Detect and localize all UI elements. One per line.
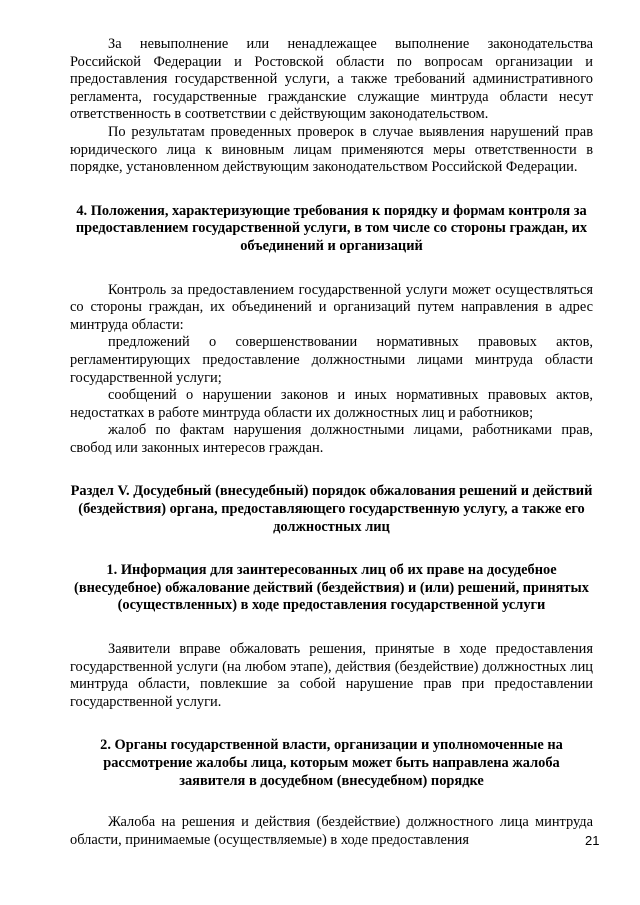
section-4-paragraph: Контроль за предоставлением государственной услуги может осуществляться со стороны граждан, их объединений и организаций путем направления в адрес минтруда области: <box>70 281 593 333</box>
page-number: 21 <box>585 833 600 848</box>
section-4-paragraph: предложений о совершенствовании нормативных правовых актов, регламентирующих предоставление должностными лицами минтруда области государственной услуги; <box>70 334 593 386</box>
section-5-heading: Раздел V. Досудебный (внесудебный) порядок обжалования решений и действий (бездействия) органа, предоставляющего государственную услугу, а также его должностных лиц <box>70 483 593 535</box>
section-4-heading: 4. Положения, характеризующие требования к порядку и формам контроля за предоставлением государственной услуги, в том числе со стороны граждан, их объединений и организаций <box>75 202 588 254</box>
subsection-2-heading: 2. Органы государственной власти, организации и уполномоченные на рассмотрение жалобы лица, которым может быть направлена жалоба заявителя в досудебном (внесудебном) порядке <box>100 737 563 789</box>
subsection-2-paragraph: Жалоба на решения и действия (бездействие) должностного лица минтруда области, принимаемые (осуществляемые) в ходе предоставления <box>70 814 593 848</box>
paragraph-inspection-results: По результатам проведенных проверок в случае выявления нарушений прав юридического лица к виновным лицам применяются меры ответственности в порядке, установленном действующим законодательством Российской Федерации. <box>70 123 593 176</box>
section-4-paragraph: сообщений о нарушении законов и иных нормативных правовых актов, недостатках в работе минтруда области их должностных лиц и работников; <box>70 387 593 421</box>
section-4-paragraph: жалоб по фактам нарушения должностными лицами, работниками прав, свобод или законных интересов граждан. <box>70 422 593 456</box>
paragraph-responsibility: За невыполнение или ненадлежащее выполнение законодательства Российской Федерации и Ростовской области по вопросам организации и предоставления государственной услуги, а также требований административного регламента, государственные гражданские служащие минтруда области несут ответственность в соответствии с действующим законодательством. <box>70 36 593 123</box>
subsection-1-paragraph: Заявители вправе обжаловать решения, принятые в ходе предоставления государственной услуги (на любом этапе), действия (бездействие) должностных лиц минтруда области, повлекшие за собой нарушение прав при предоставлении государственной услуги. <box>70 641 593 710</box>
subsection-1-heading: 1. Информация для заинтересованных лиц об их праве на досудебное (внесудебное) обжалование действий (бездействия) и (или) решений, принятых (осуществленных) в ходе предоставления государственной услуги <box>74 562 589 614</box>
